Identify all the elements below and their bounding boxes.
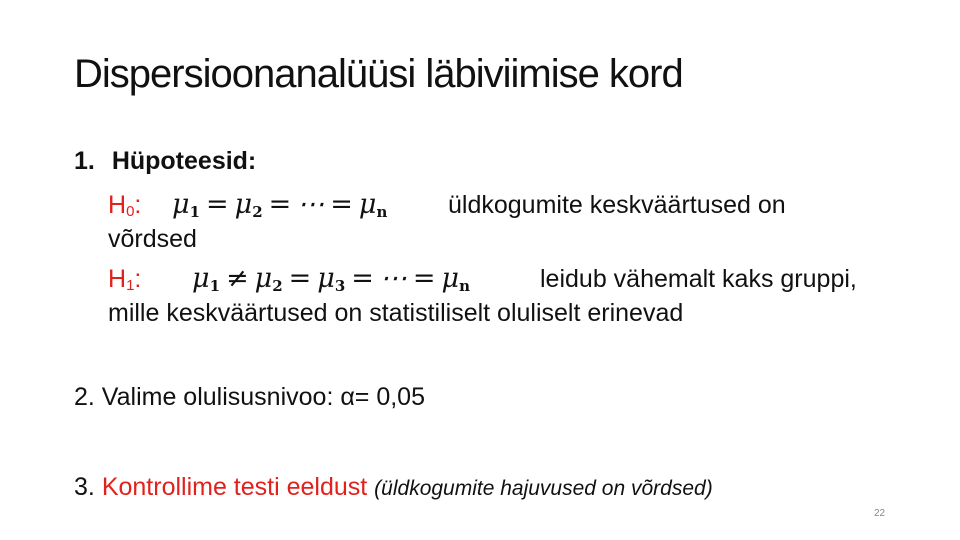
- h1-mu-3: μ: [317, 263, 335, 294]
- h1-mu-n: μ: [441, 263, 460, 294]
- h1-label-letter: H: [108, 265, 127, 293]
- h1-sub-n: n: [459, 277, 470, 295]
- h1-label-colon: :: [134, 265, 142, 293]
- h1-equals-2: =: [351, 263, 374, 294]
- h0-description-line1: üldkogumite keskväärtused on: [448, 191, 786, 219]
- h0-sub-2: 2: [252, 203, 263, 221]
- step3-note: (üldkogumite hajuvused on võrdsed): [374, 477, 713, 500]
- h1-sub-3: 3: [334, 277, 346, 295]
- h0-equation: [172, 190, 387, 227]
- h1-label: [108, 264, 141, 301]
- h1-dots: ⋯: [379, 263, 407, 294]
- h1-sub-2: 2: [272, 277, 283, 295]
- h1-equation: [192, 264, 470, 301]
- h0-mu-n: μ: [358, 189, 377, 220]
- h0-sub-n: n: [376, 203, 388, 221]
- h0-label-letter: H: [108, 191, 127, 219]
- h0-label: [108, 190, 141, 227]
- h1-not-equal: ≠: [226, 263, 249, 294]
- h1-sub-1: 1: [209, 277, 220, 295]
- step1-number: 1.: [74, 147, 95, 175]
- h0-mu-1: μ: [172, 189, 190, 220]
- h1-equals-1: =: [288, 263, 312, 294]
- h0-equals-3: =: [330, 189, 353, 220]
- h0-description-line2: võrdsed: [108, 225, 197, 253]
- step3-highlight: Kontrollime testi eeldust: [101, 473, 368, 501]
- h1-description-line1: leidub vähemalt kaks gruppi,: [540, 265, 857, 293]
- step3-row: [74, 472, 713, 504]
- step1-heading: Hüpoteesid:: [111, 147, 257, 175]
- h0-dots: ⋯: [297, 189, 325, 220]
- h0-equals-2: =: [268, 189, 292, 220]
- h0-label-colon: :: [134, 191, 142, 219]
- h1-mu-2: μ: [254, 263, 273, 294]
- slide-title: Dispersioonanalüüsi läbiviimise kord: [74, 52, 683, 96]
- h1-label-sub: 1: [126, 277, 135, 294]
- h0-mu-2: μ: [234, 189, 253, 220]
- h1-mu-1: μ: [192, 263, 210, 294]
- h0-label-sub: 0: [126, 203, 135, 220]
- h0-equals-1: =: [206, 189, 229, 220]
- h0-sub-1: 1: [189, 203, 200, 221]
- h1-description-line2: mille keskväärtused on statistiliselt oluliselt erinevad: [108, 299, 684, 327]
- page-number: 22: [874, 508, 886, 519]
- step3-number: 3.: [74, 473, 95, 501]
- h1-equals-3: =: [412, 263, 436, 294]
- step1-heading-row: [74, 146, 256, 176]
- step2-significance-level: 2. Valime olulisusnivoo: α= 0,05: [74, 383, 425, 411]
